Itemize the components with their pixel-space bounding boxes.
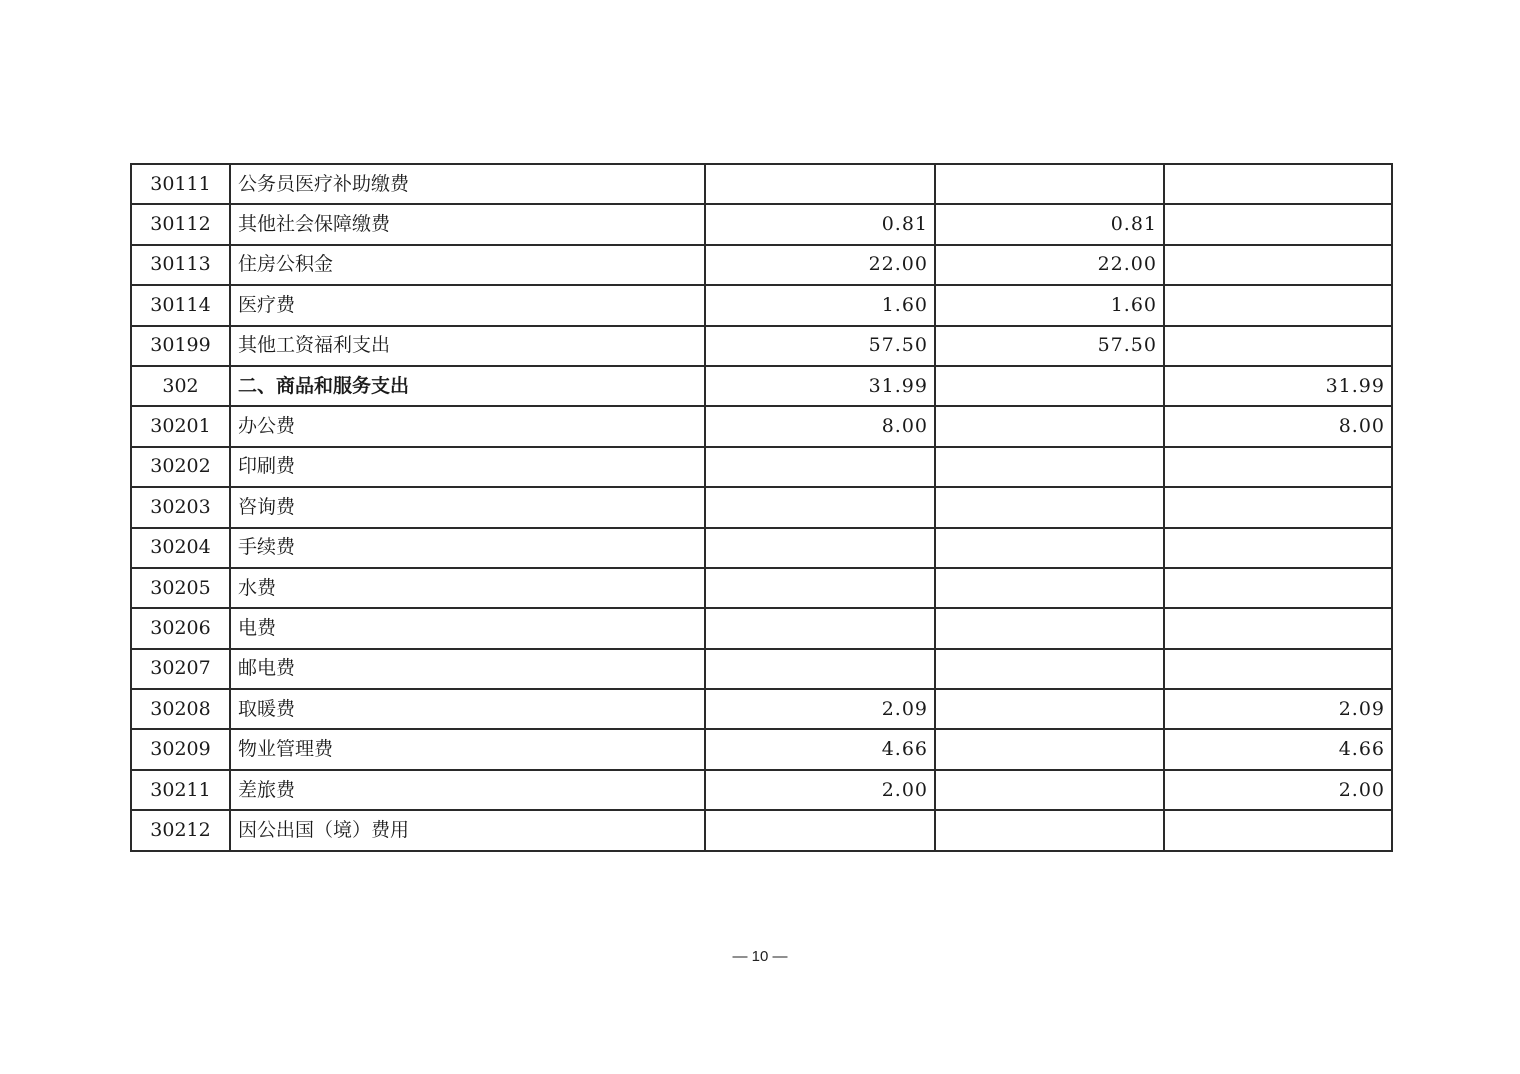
- project-expenditure-cell: 31.99: [1164, 366, 1392, 406]
- account-code-cell: 30201: [131, 406, 230, 446]
- total-amount-cell: [705, 568, 935, 608]
- table-row: [131, 366, 1392, 406]
- table-row: [131, 245, 1392, 285]
- account-code-cell: 30112: [131, 204, 230, 244]
- basic-expenditure-cell: [935, 447, 1164, 487]
- account-name-cell: 其他社会保障缴费: [230, 204, 705, 244]
- project-expenditure-cell: 2.00: [1164, 770, 1392, 810]
- total-amount-cell: [705, 649, 935, 689]
- table-row: [131, 447, 1392, 487]
- account-name-cell: 住房公积金: [230, 245, 705, 285]
- project-expenditure-cell: [1164, 447, 1392, 487]
- total-amount-cell: 2.00: [705, 770, 935, 810]
- basic-expenditure-cell: [935, 608, 1164, 648]
- account-code-cell: 30111: [131, 164, 230, 204]
- table-row: [131, 285, 1392, 325]
- total-amount-cell: 31.99: [705, 366, 935, 406]
- project-expenditure-cell: [1164, 204, 1392, 244]
- total-amount-cell: 57.50: [705, 326, 935, 366]
- basic-expenditure-cell: 0.81: [935, 204, 1164, 244]
- project-expenditure-cell: [1164, 487, 1392, 527]
- account-name-cell: 二、商品和服务支出: [230, 366, 705, 406]
- table-row: [131, 810, 1392, 850]
- account-code-cell: 30208: [131, 689, 230, 729]
- account-code-cell: 30206: [131, 608, 230, 648]
- account-name-cell: 邮电费: [230, 649, 705, 689]
- basic-expenditure-cell: [935, 164, 1164, 204]
- account-code-cell: 302: [131, 366, 230, 406]
- project-expenditure-cell: [1164, 285, 1392, 325]
- basic-expenditure-cell: [935, 528, 1164, 568]
- account-name-cell: 印刷费: [230, 447, 705, 487]
- account-code-cell: 30211: [131, 770, 230, 810]
- total-amount-cell: 0.81: [705, 204, 935, 244]
- account-code-cell: 30199: [131, 326, 230, 366]
- table-row: [131, 204, 1392, 244]
- account-code-cell: 30209: [131, 729, 230, 769]
- account-code-cell: 30114: [131, 285, 230, 325]
- account-code-cell: 30204: [131, 528, 230, 568]
- total-amount-cell: [705, 447, 935, 487]
- table-body: [131, 164, 1392, 851]
- account-code-cell: 30212: [131, 810, 230, 850]
- project-expenditure-cell: [1164, 568, 1392, 608]
- basic-expenditure-cell: [935, 568, 1164, 608]
- table-row: [131, 487, 1392, 527]
- table-row: [131, 568, 1392, 608]
- basic-expenditure-cell: [935, 649, 1164, 689]
- table-row: [131, 649, 1392, 689]
- basic-expenditure-cell: 22.00: [935, 245, 1164, 285]
- account-name-cell: 医疗费: [230, 285, 705, 325]
- project-expenditure-cell: 8.00: [1164, 406, 1392, 446]
- project-expenditure-cell: [1164, 608, 1392, 648]
- account-name-cell: 物业管理费: [230, 729, 705, 769]
- project-expenditure-cell: [1164, 245, 1392, 285]
- table-row: [131, 770, 1392, 810]
- project-expenditure-cell: [1164, 326, 1392, 366]
- table-row: [131, 608, 1392, 648]
- account-name-cell: 差旅费: [230, 770, 705, 810]
- project-expenditure-cell: [1164, 164, 1392, 204]
- basic-expenditure-cell: [935, 366, 1164, 406]
- basic-expenditure-cell: 57.50: [935, 326, 1164, 366]
- account-name-cell: 公务员医疗补助缴费: [230, 164, 705, 204]
- account-name-cell: 电费: [230, 608, 705, 648]
- project-expenditure-cell: [1164, 810, 1392, 850]
- account-name-cell: 办公费: [230, 406, 705, 446]
- basic-expenditure-cell: [935, 689, 1164, 729]
- basic-expenditure-cell: [935, 406, 1164, 446]
- basic-expenditure-cell: [935, 729, 1164, 769]
- project-expenditure-cell: 2.09: [1164, 689, 1392, 729]
- account-name-cell: 因公出国（境）费用: [230, 810, 705, 850]
- table-row: [131, 689, 1392, 729]
- basic-expenditure-cell: 1.60: [935, 285, 1164, 325]
- table-row: [131, 164, 1392, 204]
- account-code-cell: 30202: [131, 447, 230, 487]
- table-row: [131, 729, 1392, 769]
- total-amount-cell: 4.66: [705, 729, 935, 769]
- total-amount-cell: [705, 810, 935, 850]
- total-amount-cell: [705, 487, 935, 527]
- basic-expenditure-cell: [935, 770, 1164, 810]
- total-amount-cell: [705, 528, 935, 568]
- account-code-cell: 30205: [131, 568, 230, 608]
- account-name-cell: 手续费: [230, 528, 705, 568]
- account-code-cell: 30203: [131, 487, 230, 527]
- total-amount-cell: 8.00: [705, 406, 935, 446]
- basic-expenditure-cell: [935, 810, 1164, 850]
- project-expenditure-cell: [1164, 649, 1392, 689]
- total-amount-cell: [705, 164, 935, 204]
- basic-expenditure-cell: [935, 487, 1164, 527]
- project-expenditure-cell: 4.66: [1164, 729, 1392, 769]
- total-amount-cell: [705, 608, 935, 648]
- total-amount-cell: 2.09: [705, 689, 935, 729]
- account-name-cell: 水费: [230, 568, 705, 608]
- table-row: [131, 326, 1392, 366]
- account-name-cell: 咨询费: [230, 487, 705, 527]
- account-name-cell: 其他工资福利支出: [230, 326, 705, 366]
- table-row: [131, 406, 1392, 446]
- total-amount-cell: 22.00: [705, 245, 935, 285]
- account-code-cell: 30207: [131, 649, 230, 689]
- account-code-cell: 30113: [131, 245, 230, 285]
- account-name-cell: 取暖费: [230, 689, 705, 729]
- project-expenditure-cell: [1164, 528, 1392, 568]
- total-amount-cell: 1.60: [705, 285, 935, 325]
- table-row: [131, 528, 1392, 568]
- page-number: — 10 —: [732, 948, 788, 965]
- budget-expenditure-table: [130, 163, 1393, 852]
